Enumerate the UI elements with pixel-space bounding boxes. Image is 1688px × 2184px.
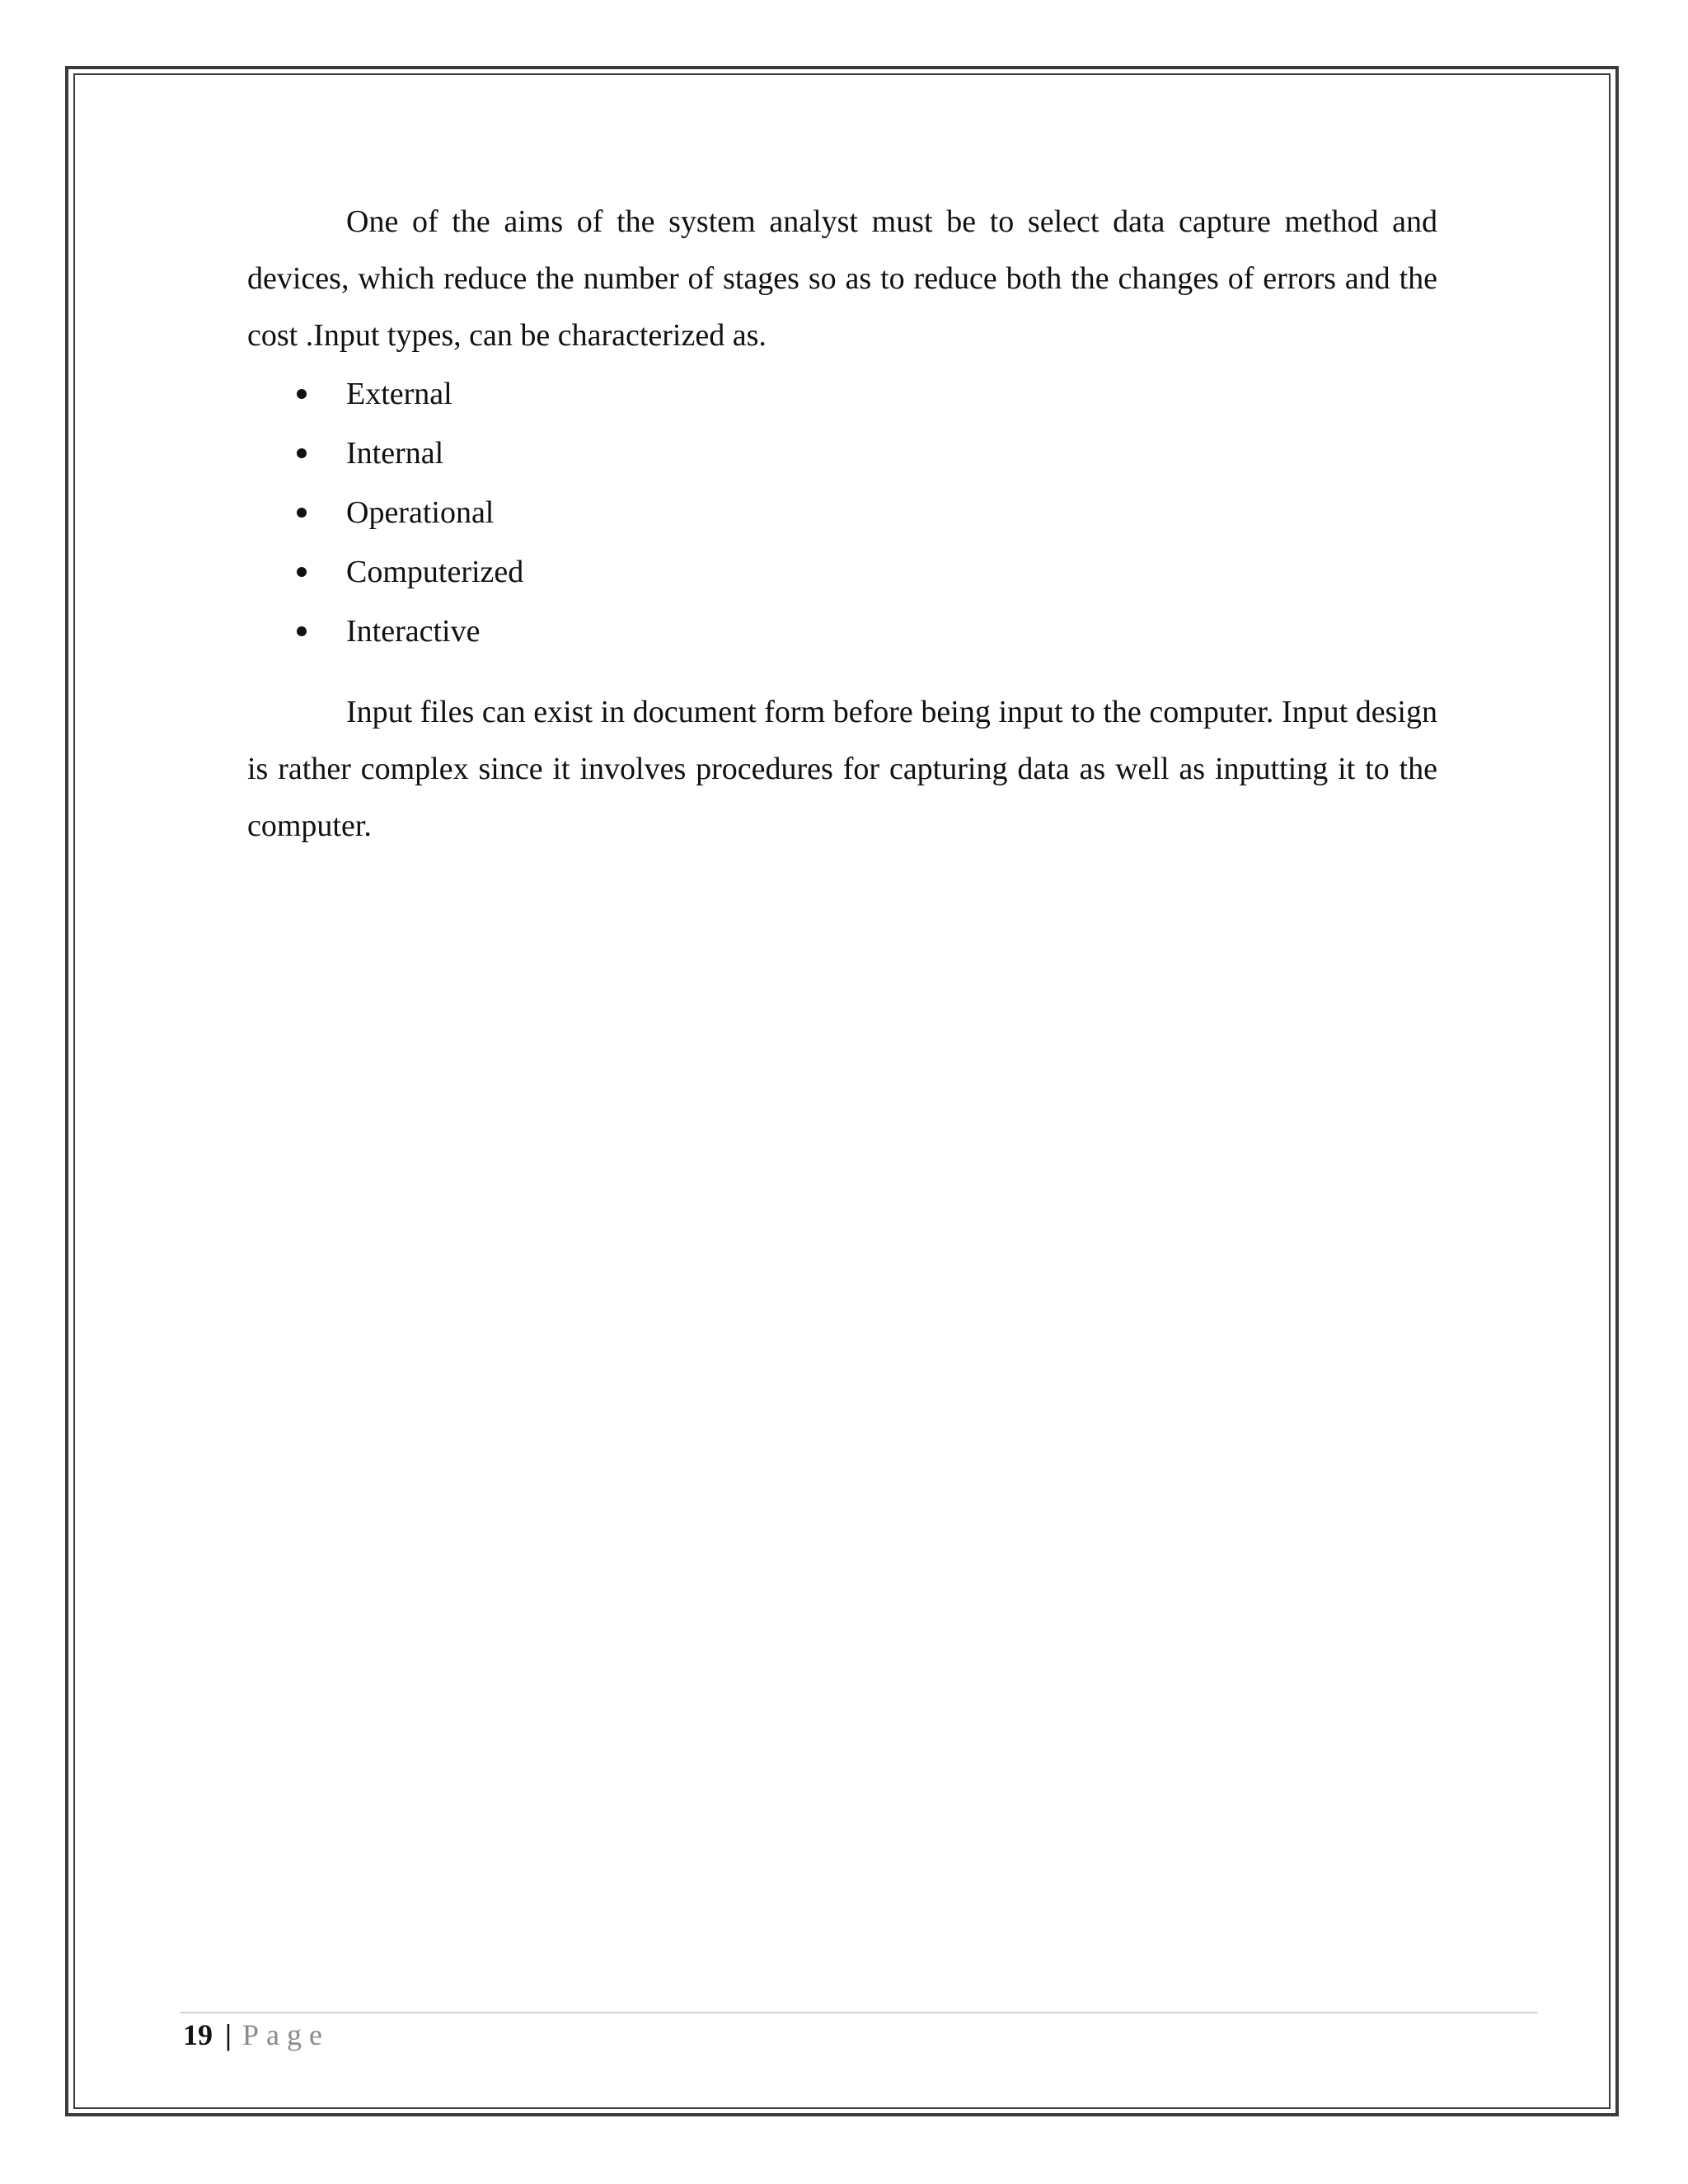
page-separator: | [225, 2018, 232, 2051]
paragraph-input-files: Input files can exist in document form before being input to the computer. Input design is rather complex since it involves procedures for capturing data as well as inputting it to the computer. [247, 695, 1437, 843]
list-item [247, 424, 1437, 483]
list-item-label: Computerized [346, 555, 524, 589]
page-footer [183, 2014, 330, 2055]
list-item-label: Interactive [346, 614, 481, 649]
list-item [247, 542, 1437, 602]
footer-divider [180, 2012, 1538, 2013]
list-item-label: External [346, 377, 452, 411]
list-item [247, 602, 1437, 661]
list-item [247, 364, 1437, 424]
bullet-icon [297, 448, 307, 458]
bullet-icon [297, 567, 307, 577]
page-number: 19 [183, 2018, 213, 2051]
bullet-icon [297, 389, 307, 399]
page-label: Page [241, 2018, 330, 2051]
bullet-icon [297, 508, 307, 518]
bullet-icon [297, 626, 307, 636]
input-types-list [247, 364, 1437, 661]
page-content [247, 194, 1437, 855]
list-item [247, 483, 1437, 542]
list-item-label: Internal [346, 436, 444, 471]
paragraph-input-types: One of the aims of the system analyst must be to select data capture method and devices, which reduce the number of stages so as to reduce both the changes of errors and the cost .Input types, can be characterized as. [247, 204, 1437, 353]
list-item-label: Operational [346, 495, 495, 530]
